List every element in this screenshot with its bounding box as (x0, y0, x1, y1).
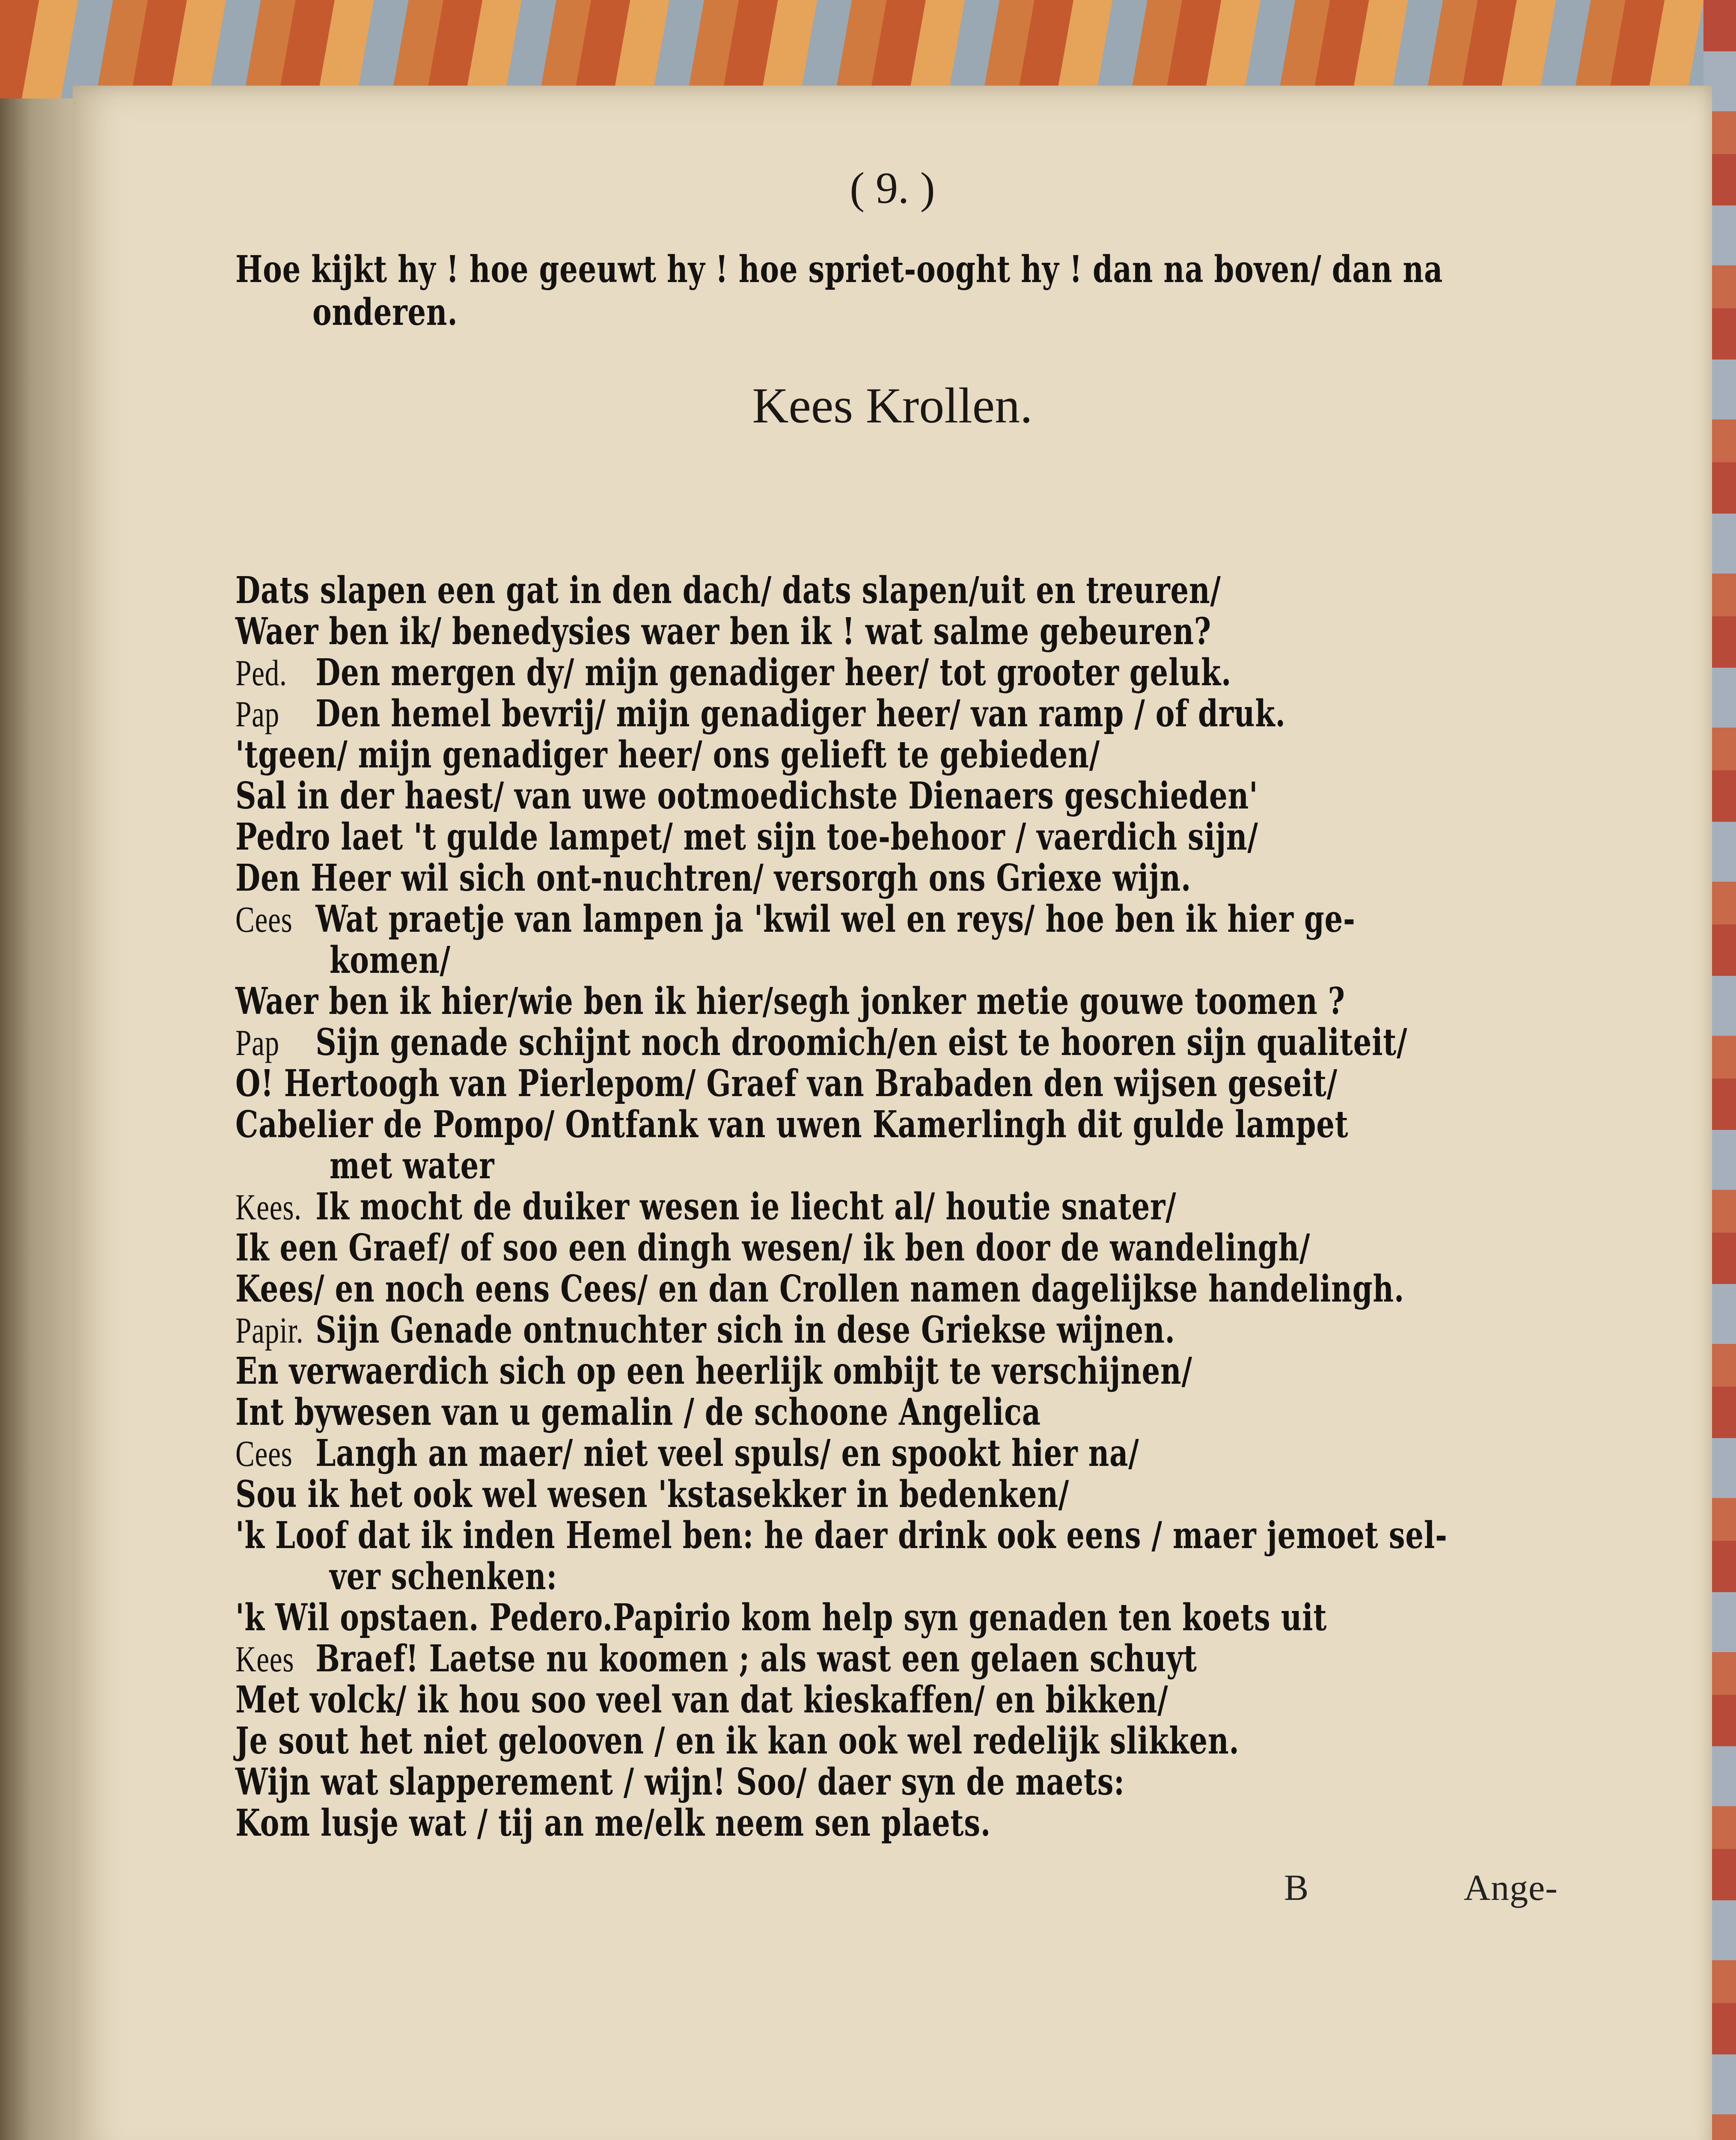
verse-line (235, 980, 1345, 1023)
verse-line (235, 1473, 1069, 1516)
verse-text: met water (330, 1144, 495, 1187)
speaker-label: Kees (235, 1638, 294, 1679)
verse-text: Waer ben ik/ benedysies waer ben ik ! wat salme gebeuren? (235, 610, 1211, 653)
verse-text: Wat praetje van lampen ja 'kwil wel en reys/ hoe ben ik hier ge- (315, 898, 1356, 941)
verse-line (235, 1062, 1338, 1105)
speaker-label: Cees (235, 1433, 293, 1474)
verse-text: 'k Wil opstaen. Pedero.Papirio kom help syn genaden ten koets uit (235, 1596, 1327, 1639)
verse-text: Waer ben ik hier/wie ben ik hier/segh jonker metie gouwe toomen ? (235, 980, 1345, 1023)
verse-text: Den mergen dy/ mijn genadiger heer/ tot grooter geluk. (315, 651, 1232, 694)
book-page (73, 86, 1712, 2140)
verse-line (330, 1555, 557, 1598)
verse-line (235, 1021, 1407, 1064)
verse-text: Ik een Graef/ of soo een dingh wesen/ ik ben door de wandelingh/ (235, 1226, 1311, 1269)
verse-text: 'tgeen/ mijn genadiger heer/ ons gelieft te gebieden/ (235, 733, 1100, 776)
verse-text: komen/ (330, 939, 451, 982)
verse-line (235, 1309, 1175, 1352)
verse-text: Wijn wat slapperement / wijn! Soo/ daer syn de maets: (235, 1760, 1125, 1804)
verse-text: Braef! Laetse nu koomen ; als wast een gelaen schuyt (315, 1637, 1197, 1680)
catchword: Ange- (1464, 1867, 1558, 1908)
scene-heading: Kees Krollen. (752, 377, 1033, 434)
verse-text: Kees/ en noch eens Cees/ en dan Crollen namen dagelijkse handelingh. (235, 1267, 1405, 1311)
verse-line (235, 1391, 1041, 1434)
verse-line (235, 1638, 1197, 1680)
verse-text: En verwaerdich sich op een heerlijk ombijt te verschijnen/ (235, 1349, 1192, 1393)
verse-line (235, 1103, 1349, 1146)
verse-text: Int bywesen van u gemalin / de schoone Angelica (235, 1391, 1041, 1434)
verse-line (235, 1761, 1125, 1804)
verse-text: Den hemel bevrij/ mijn genadiger heer/ van ramp / of druk. (315, 692, 1286, 735)
verse-line (235, 1679, 1168, 1721)
verse-line (235, 610, 1211, 653)
verse-line (235, 1514, 1448, 1557)
signature-mark: B (1284, 1867, 1309, 1908)
verse-text: Sou ik het ook wel wesen 'kstasekker in bedenken/ (235, 1473, 1070, 1516)
page-number: ( 9. ) (850, 163, 935, 213)
verse-line (235, 1802, 991, 1845)
verse-text: Je sout het niet gelooven / en ik kan ook wel redelijk slikken. (235, 1719, 1240, 1763)
verse-line (235, 1186, 1177, 1228)
verse-text: Pedro laet 't gulde lampet/ met sijn toe-behoor / vaerdich sijn/ (235, 815, 1258, 859)
verse-line (235, 1227, 1310, 1269)
verse-line (235, 651, 1231, 694)
verse-line (235, 569, 1221, 612)
verse-line (330, 939, 451, 982)
verse-text: Ik mocht de duiker wesen ie liecht al/ houtie snater/ (315, 1185, 1177, 1228)
speaker-label: Papir. (235, 1310, 304, 1351)
verse-line (235, 816, 1258, 859)
verse-text: ver schenken: (330, 1555, 558, 1598)
verse-text: Met volck/ ik hou soo veel van dat kieskaffen/ en bikken/ (235, 1678, 1168, 1721)
verse-line (235, 1350, 1192, 1393)
book-binding (0, 0, 77, 2140)
verse-text: Langh an maer/ niet veel spuls/ en spookt hier na/ (315, 1432, 1139, 1475)
marbled-endpaper-top (0, 0, 1736, 98)
verse-text: Kom lusje wat / tij an me/elk neem sen plaets. (235, 1801, 991, 1845)
verse-line (235, 857, 1191, 900)
verse-line (235, 1720, 1240, 1763)
verse-line (330, 1144, 494, 1187)
verse-text: Sal in der haest/ van uwe ootmoedichste Dienaers geschieden' (235, 774, 1258, 817)
verse-text: Sijn genade schijnt noch droomich/en eist te hooren sijn qualiteit/ (315, 1021, 1408, 1064)
verse-line (235, 898, 1356, 941)
verse-line (235, 693, 1286, 735)
speaker-label: Pap (235, 1022, 279, 1063)
stage-direction-line-1: Hoe kijkt hy ! hoe geeuwt hy ! hoe spriet-ooght hy ! dan na boven/ dan na (235, 248, 1443, 291)
verse-line (235, 734, 1100, 776)
verse-text: Cabelier de Pompo/ Ontfank van uwen Kamerlingh dit gulde lampet (235, 1103, 1349, 1146)
speaker-label: Pap (235, 693, 279, 734)
verse-line (235, 1432, 1139, 1475)
verse-text: Den Heer wil sich ont-nuchtren/ versorgh ons Griexe wijn. (235, 856, 1192, 900)
verse-text: O! Hertoogh van Pierlepom/ Graef van Brabaden den wijsen geseit/ (235, 1062, 1338, 1105)
speaker-label: Ped. (235, 652, 287, 693)
stage-direction-line-2: onderen. (312, 291, 458, 334)
verse-line (235, 775, 1258, 817)
verse-text: Dats slapen een gat in den dach/ dats slapen/uit en treuren/ (235, 569, 1221, 612)
verse-text: Sijn Genade ontnuchter sich in dese Griekse wijnen. (315, 1308, 1175, 1352)
verse-line (235, 1268, 1404, 1311)
speaker-label: Kees. (235, 1186, 302, 1228)
verse-text: 'k Loof dat ik inden Hemel ben: he daer drink ook eens / maer jemoet sel- (235, 1514, 1448, 1557)
verse-line (235, 1596, 1327, 1639)
speaker-label: Cees (235, 899, 293, 940)
